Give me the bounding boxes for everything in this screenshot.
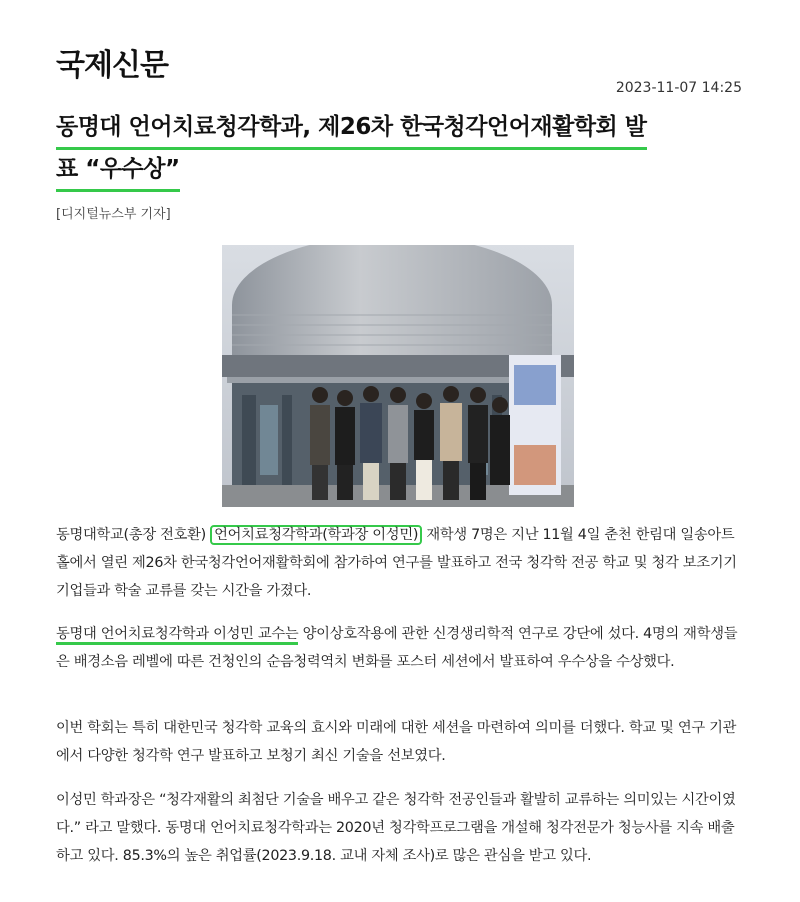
headline-line-1: 동명대 언어치료청각학과, 제26차 한국청각언어재활학회 발 bbox=[56, 108, 647, 150]
article-paragraph-2 bbox=[56, 620, 746, 676]
headline-line-2: 표 “우수상” bbox=[56, 150, 180, 192]
byline: [디지털뉴스부 기자] bbox=[56, 207, 171, 222]
article-paragraph-3: 이번 학회는 특히 대한민국 청각학 교육의 효시와 미래에 대한 세션을 마련하여 의미를 더했다. 학교 및 연구 기관에서 다양한 청각학 연구 발표하고 보청기 최신 기술을 선보였다. bbox=[56, 720, 737, 764]
article-paragraph-1 bbox=[56, 521, 746, 605]
paragraph-2-body: 양이상호작용에 관한 신경생리학적 연구로 강단에 섰다. 4명의 재학생들은 배경소음 레벨에 따른 건청인의 순음청력역치 변화를 포스터 세션에서 발표하여 우수상을 수상했다. bbox=[56, 626, 738, 670]
highlighted-department-name: 언어치료청각학과(학과장 이성민) bbox=[210, 525, 422, 545]
article-headline bbox=[56, 108, 746, 192]
group-photo-building-icon bbox=[222, 245, 574, 507]
paragraph-1-intro: 동명대학교(총장 전호환) bbox=[56, 527, 211, 543]
article-timestamp: 2023-11-07 14:25 bbox=[615, 80, 742, 96]
article-photo bbox=[222, 245, 574, 507]
article-paragraph-4: 이성민 학과장은 “청각재활의 최첨단 기술을 배우고 같은 청각학 전공인들과 활발히 교류하는 의미있는 시간이였다.” 라고 말했다. 동명대 언어치료청각학과는 2020년 청각학프로그램을 개설해 청각전문가 청능사를 지속 배출하고 있다. 85.3%의 높은 취업률(2023.9.18. 교내 자체 조사)로 많은 관심을 받고 있다. bbox=[56, 792, 736, 864]
highlighted-professor-phrase: 동명대 언어치료청각학과 이성민 교수는 bbox=[56, 626, 298, 645]
masthead-logo[interactable]: 국제신문 bbox=[56, 48, 168, 83]
paragraph-1-body: 재학생 7명은 지난 11월 4일 춘천 한림대 일송아트홀에서 열린 제26차 한국청각언어재활학회에 참가하여 연구를 발표하고 전국 청각학 전공 학교 및 청각 보조기기 기업들과 학술 교류를 갖는 시간을 가졌다. bbox=[56, 527, 737, 599]
